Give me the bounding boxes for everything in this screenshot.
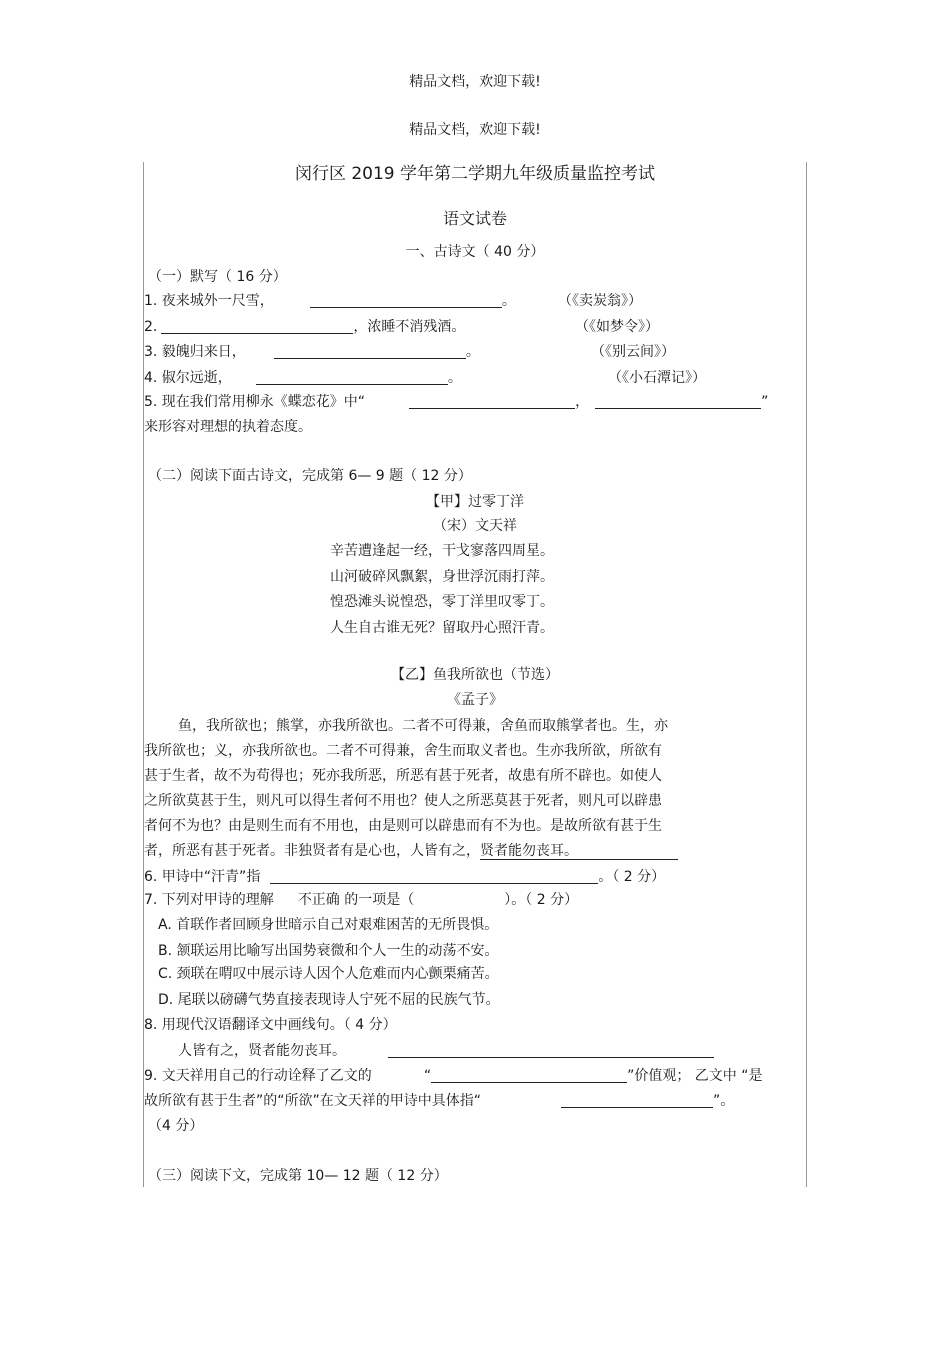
q5-prompt: 5. 现在我们常用柳永《蝶恋花》中“ bbox=[144, 394, 366, 410]
q9-answer-blank-2[interactable] bbox=[561, 1091, 713, 1108]
question-3 bbox=[144, 342, 480, 362]
q9-answer-blank-1[interactable] bbox=[431, 1066, 627, 1083]
q4-prompt: 4. 俶尔远逝， bbox=[144, 370, 232, 386]
part3-heading: （三）阅读下文，完成第 10— 12 题（ 12 分） bbox=[148, 1168, 448, 1184]
prose-line: 鱼，我所欲也；熊掌，亦我所欲也。二者不可得兼，舍鱼而取熊掌者也。生，亦 bbox=[178, 718, 668, 734]
watermark-text: 精品文档，欢迎下载! bbox=[409, 74, 541, 90]
poem-author: （宋）文天祥 bbox=[433, 518, 517, 534]
q7-option-b[interactable]: B. 颔联运用比喻写出国势衰微和个人一生的动荡不安。 bbox=[158, 943, 499, 959]
question-2 bbox=[144, 317, 465, 337]
q6-prompt: 6. 甲诗中“汗青”指 bbox=[144, 869, 261, 885]
q9-open-quote: “ bbox=[423, 1068, 432, 1084]
q2-source: （《如梦令》） bbox=[575, 319, 659, 335]
q7-option-d[interactable]: D. 尾联以磅礴气势直接表现诗人宁死不屈的民族气节。 bbox=[158, 992, 500, 1008]
poem-line: 辛苦遭逢起一经，干戈寥落四周星。 bbox=[330, 543, 554, 559]
q2-number: 2. bbox=[144, 319, 158, 335]
q4-answer-blank[interactable] bbox=[256, 368, 448, 385]
poem-line: 山河破碎风飘絮，身世浮沉雨打萍。 bbox=[330, 569, 554, 585]
q4-source: （《小石潭记》） bbox=[608, 370, 706, 386]
q7-points: ）。（ 2 分） bbox=[504, 892, 579, 908]
question-9 bbox=[144, 1066, 762, 1086]
q9-end: ”。 bbox=[713, 1093, 735, 1109]
question-7 bbox=[144, 890, 578, 910]
prose-author: 《孟子》 bbox=[447, 692, 503, 708]
q7-emphasis: 不正确 的一项是（ bbox=[297, 892, 415, 908]
q5-close-quote: ” bbox=[761, 394, 769, 410]
question-8: 8. 用现代汉语翻译文中画线句。（ 4 分） bbox=[144, 1017, 397, 1033]
exam-subtitle: 语文试卷 bbox=[442, 209, 507, 228]
q9-mid: ”价值观； 乙文中 “是 bbox=[627, 1068, 763, 1084]
q1-prompt: 1. 夜来城外一尺雪， bbox=[144, 293, 274, 309]
q6-points: 。（ 2 分） bbox=[598, 869, 666, 885]
exam-title: 闵行区 2019 学年第二学期九年级质量监控考试 bbox=[294, 164, 656, 184]
question-4 bbox=[144, 368, 462, 388]
q9-prompt: 9. 文天祥用自己的行动诠释了乙文的 bbox=[144, 1068, 372, 1084]
prose-line: 者何不为也？由是则生而有不用也，由是则可以辟患而有不为也。是故所欲有甚于生 bbox=[144, 818, 662, 834]
watermark-text: 精品文档，欢迎下载! bbox=[409, 122, 541, 138]
prose-line bbox=[144, 841, 678, 861]
section-heading: 一、古诗文（ 40 分） bbox=[405, 244, 545, 260]
q8-sentence: 人皆有之，贤者能勿丧耳。 bbox=[178, 1043, 346, 1059]
q7-option-a[interactable]: A. 首联作者回顾身世暗示自己对艰难困苦的无所畏惧。 bbox=[158, 917, 499, 933]
poem-line: 人生自古谁无死？留取丹心照汗青。 bbox=[330, 620, 554, 636]
q8-answer-blank[interactable] bbox=[388, 1041, 714, 1058]
q3-end: 。 bbox=[465, 344, 480, 360]
q5-line2: 来形容对理想的执着态度。 bbox=[144, 419, 312, 435]
q3-source: （《别云间》） bbox=[591, 344, 675, 360]
q3-answer-blank[interactable] bbox=[274, 342, 466, 359]
poem-line: 惶恐滩头说惶恐，零丁洋里叹零丁。 bbox=[330, 594, 554, 610]
part2-heading: （二）阅读下面古诗文，完成第 6— 9 题（ 12 分） bbox=[148, 468, 472, 484]
question-6 bbox=[144, 867, 665, 887]
q5-answer-blank-2[interactable] bbox=[595, 392, 761, 409]
q1-end: 。 bbox=[501, 293, 516, 309]
q3-prompt: 3. 毅魄归来日， bbox=[144, 344, 246, 360]
question-9-line2 bbox=[144, 1091, 734, 1111]
prose-last-text: 者，所恶有甚于死者。非独贤者有是心也，人皆有之， bbox=[144, 843, 480, 859]
prose-line: 甚于生者，故不为苟得也；死亦我所恶，所恶有甚于死者，故患有所不辟也。如使人 bbox=[144, 768, 662, 784]
q1-answer-blank[interactable] bbox=[310, 291, 502, 308]
q1-source: （《卖炭翁》） bbox=[558, 293, 642, 309]
question-5 bbox=[144, 392, 768, 412]
prose-title: 【乙】鱼我所欲也（节选） bbox=[391, 667, 559, 683]
question-1 bbox=[144, 291, 516, 311]
part1-heading: （一）默写（ 16 分） bbox=[148, 269, 287, 285]
q2-answer-blank[interactable] bbox=[161, 317, 353, 334]
prose-line: 之所欲莫甚于生，则凡可以得生者何不用也？使人之所恶莫甚于死者，则凡可以辟患 bbox=[144, 793, 662, 809]
prose-line: 我所欲也；义，亦我所欲也。二者不可得兼，舍生而取义者也。生亦我所欲，所欲有 bbox=[144, 743, 662, 759]
q7-stem: 7. 下列对甲诗的理解 bbox=[144, 892, 274, 908]
q6-answer-blank[interactable] bbox=[270, 867, 598, 884]
q9-line2-text: 故所欲有甚于生者”的“所欲”在文天祥的甲诗中具体指“ bbox=[144, 1093, 482, 1109]
question-8-answer bbox=[178, 1041, 714, 1061]
q2-text: ，浓睡不消残酒。 bbox=[353, 319, 466, 335]
q4-end: 。 bbox=[447, 370, 462, 386]
q5-answer-blank-1[interactable] bbox=[409, 392, 575, 409]
poem-title: 【甲】过零丁洋 bbox=[426, 494, 524, 510]
q7-option-c[interactable]: C. 颈联在喟叹中展示诗人因个人危难而内心颤栗痛苦。 bbox=[158, 966, 499, 982]
q9-points: （4 分） bbox=[148, 1118, 204, 1134]
q5-comma: ， bbox=[575, 394, 590, 410]
underlined-sentence: 贤者能勿丧耳。 bbox=[480, 843, 678, 860]
